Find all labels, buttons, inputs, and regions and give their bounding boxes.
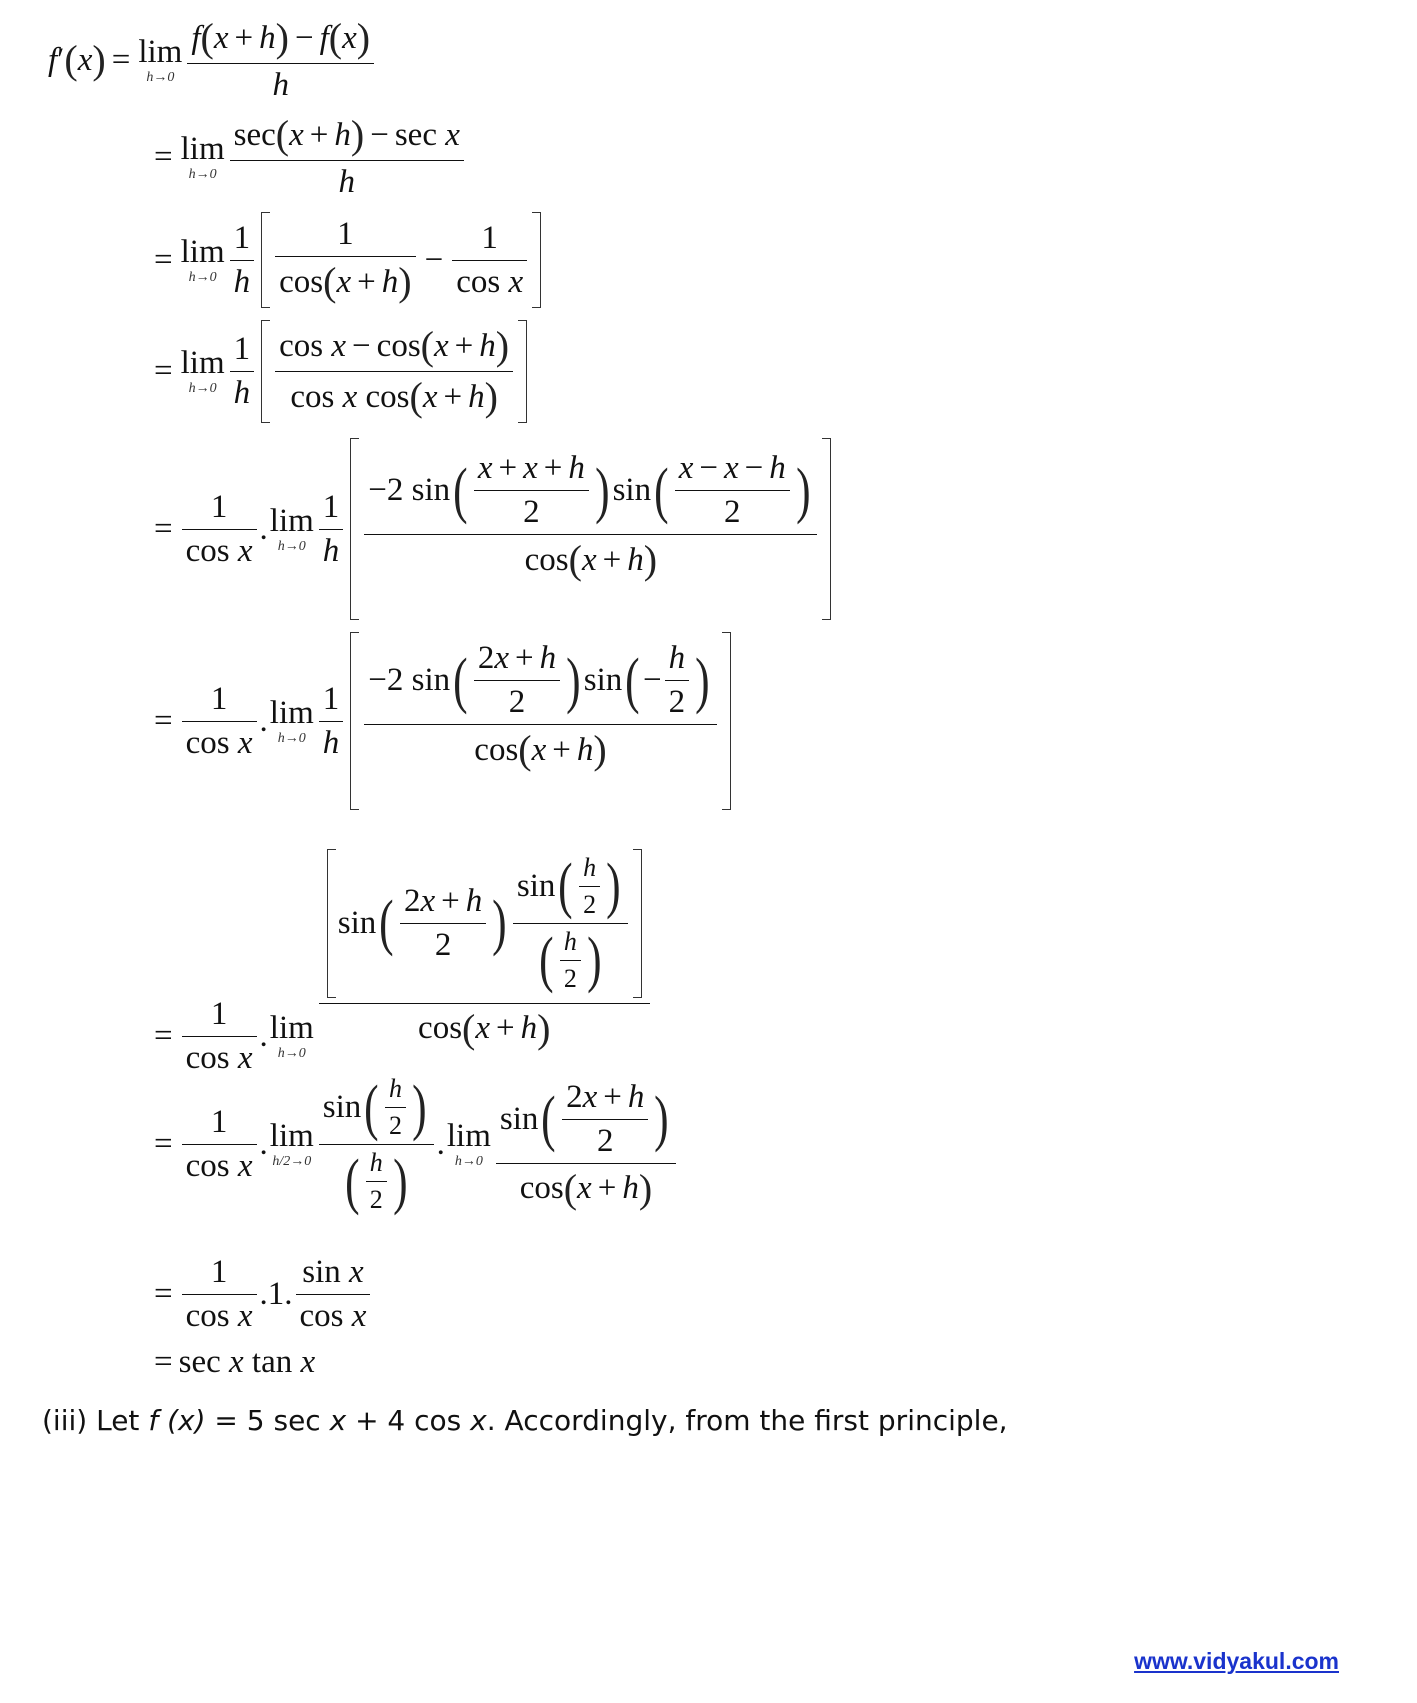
var-h: h (465, 882, 483, 919)
sin-fn: sin (302, 1254, 341, 1290)
den-2: 2 (665, 680, 690, 719)
sec-fn: sec (178, 1344, 221, 1380)
var-h: ( h (388, 1074, 402, 1103)
bracket (350, 632, 730, 810)
plus: + (441, 882, 460, 919)
var-h: h (322, 724, 340, 761)
prose-tail: . Accordingly, from the first principle, (486, 1404, 1008, 1437)
num-1: 1 (233, 331, 251, 367)
num-1: 1 (322, 680, 340, 717)
var-h: h (322, 532, 340, 569)
limit (180, 233, 225, 285)
prose-mid: + 4 cos (346, 1404, 471, 1437)
equals: = (154, 353, 173, 389)
step-5 (148, 438, 835, 620)
dot: . (436, 1126, 445, 1162)
var-x: x (237, 532, 253, 569)
equals: = (154, 1126, 173, 1162)
lim-text: lim (269, 502, 314, 539)
cos-fn: cos (474, 731, 519, 768)
var-x: x (508, 263, 524, 300)
den-2: 2 (579, 886, 600, 918)
sec-fn: sec (233, 116, 276, 153)
prose-x: (x) (167, 1404, 206, 1437)
sin-fn: sin (612, 472, 652, 508)
den-2: 2 (560, 960, 581, 992)
lim-text: lim (446, 1118, 491, 1154)
var-h: h (272, 67, 289, 103)
var-x: ( x (581, 541, 597, 578)
bracket (327, 849, 642, 998)
equals: = (154, 138, 173, 175)
var-x: x (724, 450, 739, 486)
var-h: h (520, 1010, 538, 1046)
var-h: ( h (583, 852, 597, 882)
cos-fn: cos (290, 378, 335, 415)
var-x: ( x (422, 378, 438, 415)
cos-fn: cos (185, 1148, 230, 1184)
minus: − (294, 19, 314, 56)
var-x: x (300, 1344, 316, 1380)
lim-text: lim (180, 130, 225, 167)
plus: + (496, 1010, 515, 1046)
var-x: x (349, 1254, 364, 1290)
den-2: 2 (474, 680, 560, 719)
step-6 (148, 632, 735, 810)
num-1: 1 (481, 219, 498, 256)
cos-fn: cos (185, 724, 230, 761)
prose-mid: = 5 sec (205, 1404, 330, 1437)
dot: . (259, 1018, 268, 1054)
coef-2: ( 2 (403, 882, 421, 919)
var-h: h (259, 19, 276, 56)
sin-fn: sin (499, 1100, 539, 1137)
lim-sub: h→0 (277, 730, 306, 746)
var-h: h (668, 640, 686, 676)
cos-fn: cos (299, 1298, 344, 1334)
var-x: x (237, 1040, 253, 1076)
var-x: x (523, 450, 538, 486)
cos-fn: cos (524, 541, 569, 578)
den-2: 2 (385, 1107, 406, 1139)
fraction (230, 115, 464, 199)
den-2: 2 (400, 923, 486, 962)
var-x: ( x (531, 731, 547, 768)
bracket (261, 212, 541, 308)
minus: − (370, 116, 389, 153)
var-h: h (627, 541, 644, 578)
var-x: ( x (289, 116, 304, 153)
coef-2: ( 2 (566, 1078, 583, 1115)
lim-sub: h→0 (277, 538, 306, 554)
dot: . (259, 510, 268, 547)
step-4 (148, 320, 531, 423)
var-x: ( x (77, 41, 93, 78)
lim-text: lim (269, 1118, 314, 1154)
lim-sub: h→0 (188, 381, 217, 396)
step-9 (148, 1256, 373, 1333)
dot: . (259, 1276, 268, 1312)
var-h: ( h (563, 926, 577, 956)
limit (181, 347, 225, 396)
var-x: x (582, 1078, 598, 1115)
plus: + (234, 19, 254, 56)
step-1 (48, 18, 377, 102)
sin-fn: sin (337, 904, 377, 941)
one: 1 (267, 1276, 285, 1312)
prime-symbol: ′ (57, 41, 65, 78)
cos-fn: cos (185, 1298, 230, 1334)
limit (270, 1120, 314, 1169)
equals: = (154, 702, 173, 739)
sin-fn: sin (411, 662, 451, 698)
cos-fn: cos (279, 327, 324, 364)
cos-fn: cos (418, 1010, 463, 1046)
lim-sub: h→0 (188, 166, 217, 182)
cos-fn: cos (519, 1170, 564, 1206)
minus: − (744, 450, 764, 486)
dot: . (259, 702, 268, 739)
var-h: h (233, 375, 251, 411)
cos-fn: cos (279, 263, 324, 300)
lim-sub: h→0 (146, 69, 175, 85)
var-h: ( h (369, 1148, 383, 1177)
bracket (350, 438, 831, 620)
var-x: x (420, 882, 436, 919)
plus: + (602, 541, 622, 578)
dot: . (284, 1276, 293, 1312)
cos-fn: cos (185, 532, 230, 569)
den-2: 2 (366, 1181, 387, 1213)
var-x: x (494, 640, 509, 676)
plus: + (357, 263, 376, 300)
var-x: x (445, 116, 460, 153)
lim-sub: h→0 (277, 1046, 306, 1061)
step-7 (148, 822, 653, 1075)
lim-text: lim (180, 345, 225, 381)
num-1: 1 (210, 1104, 228, 1140)
var-h: h (334, 116, 351, 153)
equals: = (154, 510, 173, 547)
bracket (261, 320, 527, 423)
f-symbol: f (191, 19, 201, 56)
var-x: x (342, 378, 358, 415)
minus: − (699, 450, 719, 486)
var-x: x (237, 1298, 253, 1334)
var-x: ( x (577, 1170, 592, 1206)
equals: = (154, 1276, 173, 1312)
var-x: x (229, 1344, 244, 1380)
prose-lead: (iii) Let (42, 1404, 149, 1437)
f-symbol: f (319, 19, 329, 56)
num-1: 1 (233, 219, 251, 256)
plus: + (515, 640, 534, 676)
lim-text: lim (269, 1010, 314, 1046)
limit (269, 502, 314, 554)
prose-f: f (148, 1404, 159, 1437)
equals: = (154, 1018, 173, 1054)
cos-fn: cos (365, 378, 410, 415)
cos-fn: cos (376, 327, 421, 364)
dot: . (259, 1126, 268, 1162)
sin-fn: sin (322, 1089, 362, 1125)
num-1: 1 (210, 488, 228, 525)
den-2: 2 (675, 490, 790, 529)
num-1: 1 (210, 1254, 228, 1290)
var-x: ( x (477, 450, 493, 486)
var-x: x (331, 327, 347, 364)
lim-text: lim (138, 33, 183, 70)
fraction (187, 18, 374, 102)
var-h: h (479, 327, 496, 364)
var-h: h (381, 263, 399, 300)
var-h: h (622, 1170, 639, 1206)
den-2: 2 (562, 1119, 648, 1158)
plus: + (552, 731, 571, 768)
coef-2: ( 2 (477, 640, 495, 676)
plus: + (454, 327, 474, 364)
var-x: ( x (434, 327, 449, 364)
var-h: h (233, 263, 251, 300)
var-x: x (351, 1298, 367, 1334)
var-x: ( x (342, 19, 357, 56)
vidyakul-link[interactable]: www.vidyakul.com (1134, 1648, 1339, 1674)
den-2: 2 (474, 490, 589, 529)
limit (138, 33, 183, 85)
step-10 (148, 1346, 315, 1379)
var-x: ( x (475, 1010, 491, 1046)
sec-fn: sec (394, 116, 437, 153)
plus: + (597, 1170, 617, 1206)
var-h: h (468, 378, 485, 415)
cos-fn: cos (456, 263, 501, 300)
prose-x: x (329, 1404, 347, 1437)
lim-sub: h→0 (188, 269, 217, 285)
lim-text: lim (180, 233, 225, 270)
sin-fn: sin (411, 472, 451, 508)
limit (269, 694, 314, 746)
plus: + (309, 116, 329, 153)
minus: − (424, 241, 444, 278)
prose-x: x (470, 1404, 487, 1437)
var-x: ( x (213, 19, 229, 56)
num-1: 1 (210, 996, 228, 1032)
var-h: h (539, 640, 557, 676)
step-8 (148, 1076, 679, 1213)
minus: ( − (642, 662, 662, 698)
equals: = (154, 241, 173, 278)
limit (270, 1012, 314, 1061)
plus: + (603, 1078, 622, 1115)
problem-statement (42, 1404, 1008, 1437)
num-1: 1 (322, 488, 340, 525)
coef: −2 (368, 472, 404, 508)
f-symbol: f (48, 41, 58, 78)
var-x: x (237, 1148, 253, 1184)
lim-sub: h→0 (454, 1154, 483, 1169)
limit (447, 1120, 491, 1169)
lim-text: lim (269, 694, 314, 731)
var-h: h (769, 450, 786, 486)
num-1: 1 (337, 216, 354, 252)
sin-fn: sin (583, 662, 623, 698)
limit (180, 130, 225, 182)
coef: −2 (368, 662, 404, 698)
sin-fn: sin (516, 867, 556, 904)
var-x: x (237, 724, 253, 761)
plus: + (543, 450, 563, 486)
cos-fn: cos (185, 1040, 230, 1076)
var-h: h (576, 731, 594, 768)
var-x: ( x (678, 450, 694, 486)
equals: = (154, 1344, 173, 1380)
equals: = (111, 41, 131, 78)
step-3 (148, 212, 545, 308)
plus: + (498, 450, 518, 486)
plus: + (443, 378, 463, 415)
minus: − (352, 327, 371, 364)
var-h: h (338, 164, 356, 200)
lim-sub: h/2→0 (272, 1154, 312, 1169)
var-h: h (568, 450, 585, 486)
var-h: h (627, 1078, 645, 1115)
step-2 (148, 115, 467, 199)
num-1: 1 (210, 680, 228, 717)
tan-fn: tan (251, 1344, 293, 1380)
var-x: ( x (336, 263, 352, 300)
